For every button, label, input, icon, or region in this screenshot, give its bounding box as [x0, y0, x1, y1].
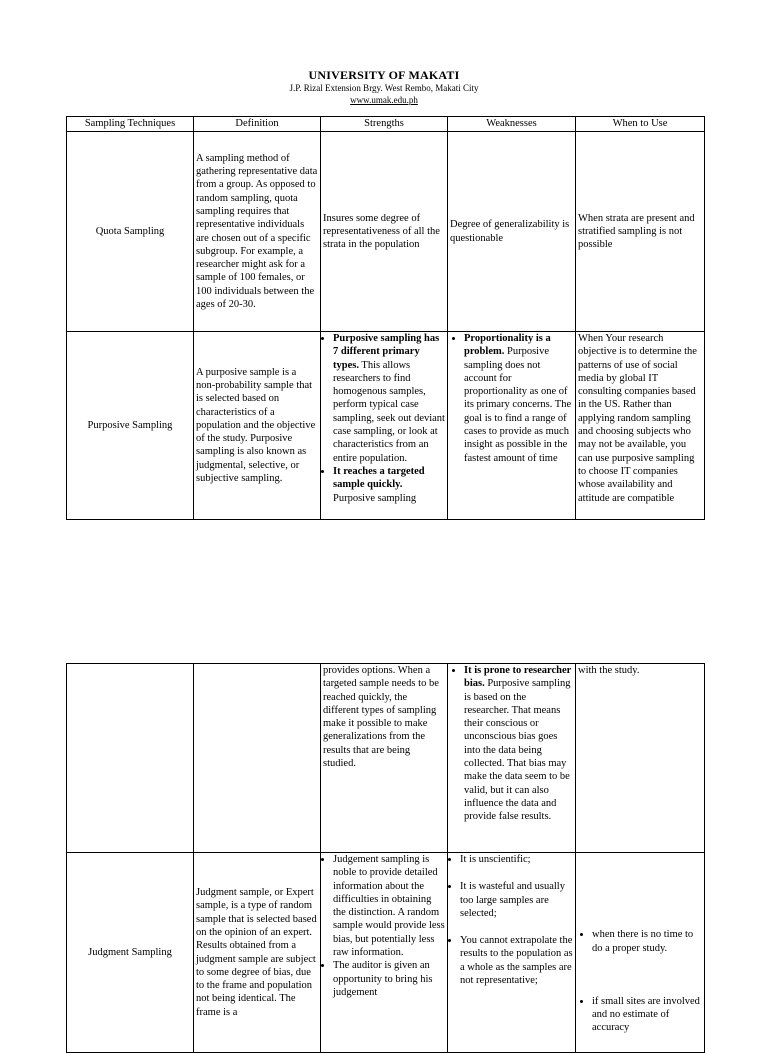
table-row — [67, 853, 705, 1053]
when-to-use-cell: When Your research objective is to determine the patterns of use of social media by global IT consulting companies based in the US. Rather than applying random sampling and choosing subjects who may not be available, you can use purposive sampling to choose IT companies whose availability and attitude are compatible — [576, 332, 705, 520]
technique-name — [67, 664, 194, 853]
list-item: • It is unscientific; — [460, 853, 573, 866]
definition-cell: A purposive sample is a non-probability sample that is selected based on characteristics of a population and the objective of the study. Purposive sampling is also known as judgmental, selective, or subjective sampling. — [194, 332, 321, 520]
weaknesses-cell — [448, 664, 576, 853]
sampling-table-page-1 — [66, 116, 705, 520]
when-to-use-cell: with the study. — [576, 664, 705, 853]
technique-name: Quota Sampling — [67, 132, 194, 332]
table-row — [67, 332, 705, 520]
university-website-link[interactable]: www.umak.edu.ph — [350, 95, 418, 105]
technique-name: Purposive Sampling — [67, 332, 194, 520]
strengths-cell — [321, 332, 448, 520]
list-item: • It reaches a targeted sample quickly. Purposive sampling — [333, 465, 445, 505]
weaknesses-cell: Degree of generalizability is questionable — [448, 132, 576, 332]
list-item: • when there is no time to do a proper study. — [592, 928, 702, 955]
list-item: • It is wasteful and usually too large samples are selected; — [460, 880, 573, 920]
when-to-use-cell: When strata are present and stratified sampling is not possible — [576, 132, 705, 332]
weaknesses-cell — [448, 853, 576, 1053]
column-header: When to Use — [576, 117, 705, 132]
list-item: • You cannot extrapolate the results to the population as a whole as the samples are not representative; — [460, 934, 573, 987]
university-title: UNIVERSITY OF MAKATI — [308, 68, 460, 82]
technique-name: Judgment Sampling — [67, 853, 194, 1053]
list-item: • Proportionality is a problem. Purposive sampling does not account for proportionality as one of its primary concerns. The goal is to find a range of cases to provide as much insight as possible in the fastest amount of time — [464, 332, 573, 465]
column-header: Weaknesses — [448, 117, 576, 132]
column-header: Strengths — [321, 117, 448, 132]
strengths-cell — [321, 853, 448, 1053]
table-row — [67, 664, 705, 853]
definition-cell: A sampling method of gathering representative data from a group. As opposed to random sampling, quota sampling requires that representative individuals are chosen out of a specific subgroup. For example, a researcher might ask for a sample of 100 females, or 100 individuals between the ages of 20-30. — [194, 132, 321, 332]
sampling-table-page-2 — [66, 663, 705, 1053]
column-header: Definition — [194, 117, 321, 132]
strengths-cell: Insures some degree of representativeness of all the strata in the population — [321, 132, 448, 332]
table-row — [67, 132, 705, 332]
definition-cell: Judgment sample, or Expert sample, is a type of random sample that is selected based on the opinion of an expert. Results obtained from a judgment sample are subject to some degree of bias, due to the frame and population not being identical. The frame is a — [194, 853, 321, 1053]
when-to-use-cell — [576, 853, 705, 1053]
list-item: • The auditor is given an opportunity to bring his judgement — [333, 959, 445, 999]
column-header: Sampling Techniques — [67, 117, 194, 132]
definition-cell — [194, 664, 321, 853]
list-item: • It is prone to researcher bias. Purposive sampling is based on the researcher. That means their conscious or unconscious bias goes into the data being collected. That bias may make the data seem to be valid, but it can also influence the data and provide false results. — [464, 664, 573, 824]
table-header-row — [67, 117, 705, 132]
list-item: • Judgement sampling is noble to provide detailed information about the difficulties in obtaining the distinction. A random sample would provide less bias, but potentially less raw information. — [333, 853, 445, 959]
list-item: • Purposive sampling has 7 different primary types. This allows researchers to find homogenous samples, perform typical case sampling, seek out deviant case sampling, or look at characteristics from an entire population. — [333, 332, 445, 465]
university-address: J.P. Rizal Extension Brgy. West Rembo, Makati City — [289, 83, 479, 93]
weaknesses-cell — [448, 332, 576, 520]
list-item: • if small sites are involved and no estimate of accuracy — [592, 995, 702, 1035]
strengths-cell: provides options. When a targeted sample needs to be reached quickly, the different types of sampling make it possible to make generalizations from the results that are being studied. — [321, 664, 448, 853]
